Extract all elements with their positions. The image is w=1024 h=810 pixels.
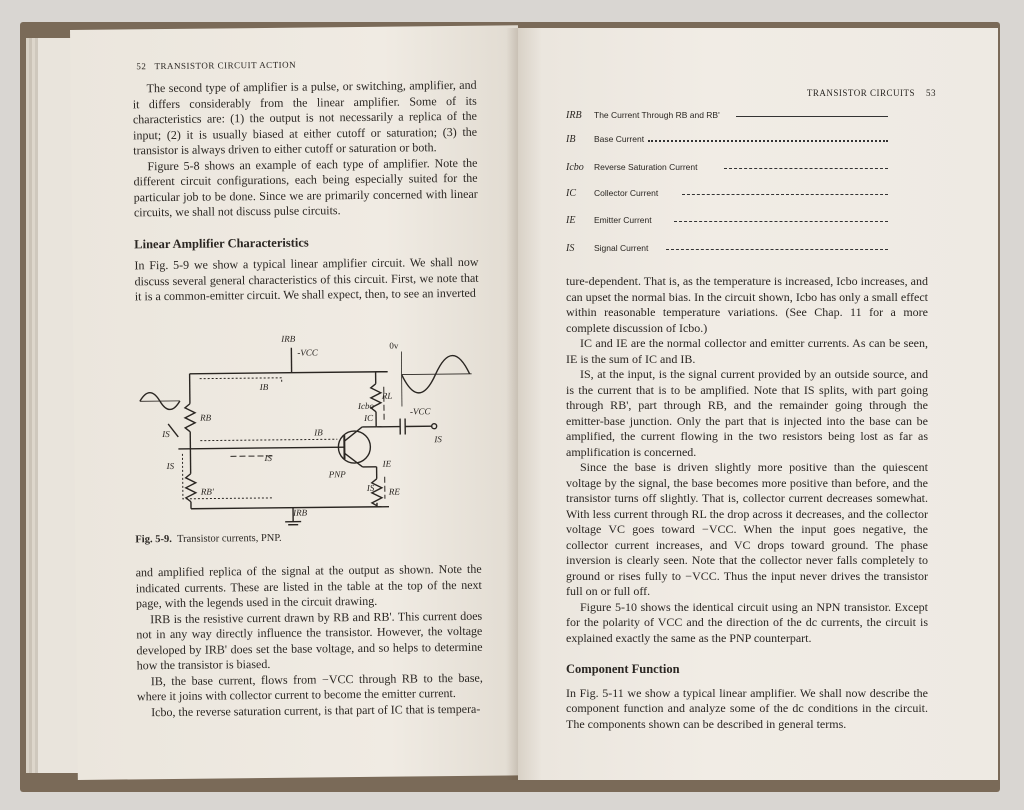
rb-prime-resistor <box>186 474 196 502</box>
legend-label: Reverse Saturation Current <box>594 162 698 172</box>
figure-label: Fig. 5-9. <box>135 533 172 546</box>
legend-symbol: IRB <box>566 110 582 121</box>
label-rb-prime: RB' <box>200 486 214 497</box>
label-icbo: Icbo <box>357 400 375 412</box>
legend-symbol: IB <box>566 134 576 145</box>
figure-caption <box>135 533 281 546</box>
legend-label: Signal Current <box>594 243 649 253</box>
right-heading: Component Function <box>566 662 680 676</box>
right-running-title: TRANSISTOR CIRCUITS <box>806 88 915 98</box>
label-ie: IE <box>382 458 392 469</box>
label-ov: 0v <box>389 340 399 351</box>
right-para-6: In Fig. 5-11 we show a typical linear amplifier. We shall now describe the component function and analyze some of the dc conditions in the circuit. The components shown can be described in general terms. <box>566 685 928 731</box>
left-para-6: IB, the base current, flows from −VCC through RB to the base, where it joins with collector current to become the emitter current. <box>136 670 483 704</box>
base-line <box>178 447 344 449</box>
label-irb-top: IRB <box>281 333 296 344</box>
left-running-title: TRANSISTOR CIRCUIT ACTION <box>154 59 297 72</box>
right-page <box>518 28 998 780</box>
legend-line-dotted <box>648 140 888 142</box>
legend-line-solid <box>736 116 888 117</box>
left-heading: Linear Amplifier Characteristics <box>134 235 309 251</box>
label-rb: RB <box>200 412 212 423</box>
output-terminal <box>432 424 437 429</box>
legend-label: Base Current <box>594 134 645 144</box>
label-vcc-top: -VCC <box>297 347 318 358</box>
left-para-5: IRB is the resistive current drawn by RB and RB'. This current does not in any way directly influence the transistor. However, the voltage developed by IRB' does set the base voltage, and so helps to determine how the transistor is biased. <box>136 608 483 673</box>
figure-caption-text: Transistor currents, PNP. <box>176 532 282 545</box>
top-rail <box>190 372 388 374</box>
right-para-1: ture-dependent. That is, as the temperature is increased, Icbo increases, and can upset the normal bias. In the circuit shown, Icbo has only a small effect within reasonable temperature variations. (See Chap. 11 for a more complete discussion of Icbo.) <box>566 274 928 335</box>
legend-line-dash-dot <box>724 168 888 169</box>
left-text-bottom <box>136 562 484 721</box>
left-para-2: Figure 5-8 shows an example of each type of amplifier. Note the different circuit configurations, each being especially suited for the particular job to be done. Since we are primarily concerned with linear circuits, we shall not discuss pulse circuits. <box>133 155 478 220</box>
left-para-3: In Fig. 5-9 we show a typical linear amplifier circuit. We shall now discuss several general characteristics of this circuit. First, we note that it is a common-emitter circuit. We shall expect, then, to see an inverted <box>134 254 479 304</box>
right-page-number: 53 <box>926 88 936 98</box>
left-page-number: 52 <box>136 61 147 72</box>
circuit-diagram <box>131 326 483 530</box>
label-irb-bottom: IRB <box>293 507 308 518</box>
label-re: RE <box>388 486 400 497</box>
left-page <box>70 25 526 780</box>
legend-symbol: IS <box>566 243 575 254</box>
legend-line-dash-dot-dot <box>682 194 888 195</box>
right-para-4: Since the base is driven slightly more positive than the quiescent voltage by the signal, the base becomes more positive than before, and the transistor turns off slightly. That is, collector current decreases somewhat. With less current through RL the drop across it decreases, and the collector voltage VC goes toward −VCC. When the input goes negative, the collector current increases, and VC drops toward ground. The phase inversion is clearly seen. Note that the collector never falls completely to ground or rises fully to −VCC. Thus the input never drives the transistor full on or full off. <box>566 460 928 598</box>
label-ib-mid: IB <box>314 427 323 438</box>
label-ic: IC <box>364 412 374 423</box>
label-pnp: PNP <box>328 469 346 480</box>
left-para-1: The second type of amplifier is a pulse, or switching, amplifier, and it differs considerably from the linear amplifier. Some of its characteristics are: (1) the output is not necessarily a replica of the input; (2) it is usually biased at either cutoff or saturation; (3) the transistor is always driven to either cutoff or saturation or both. <box>132 77 478 158</box>
label-rl: RL <box>381 390 393 401</box>
left-running-head <box>136 60 296 72</box>
label-ib: IB <box>259 381 269 393</box>
right-text <box>566 274 928 732</box>
current-legend <box>518 28 998 268</box>
legend-symbol: IC <box>566 188 576 199</box>
legend-symbol: Icbo <box>566 162 584 173</box>
left-para-4: and amplified replica of the signal at the output as shown. Note the indicated currents. These are listed in the table at the top of the next page, with the legends used in the circuit drawing. <box>135 561 482 611</box>
label-is-lower: IS <box>166 460 175 472</box>
ib-path <box>200 378 282 384</box>
legend-line-long-dash <box>666 249 888 250</box>
bottom-rail <box>191 507 389 509</box>
rb-resistor <box>185 404 195 432</box>
label-is-rl: IS <box>366 482 375 493</box>
label-is-left: IS <box>162 428 170 440</box>
left-para-7: Icbo, the reverse saturation current, is that part of IC that is tempera- <box>151 701 481 719</box>
legend-label: Emitter Current <box>594 215 652 225</box>
label-vcc-right: -VCC <box>409 406 431 417</box>
legend-label: Collector Current <box>594 188 659 198</box>
left-text-top <box>133 78 479 305</box>
label-is-mid: IS <box>264 452 273 463</box>
legend-label: The Current Through RB and RB' <box>594 110 720 120</box>
right-para-3: IS, at the input, is the signal current provided by an outside source, and is the current that is to be amplified. Note that IS splits, with part going through RB', part through RB, and the remainder going through the emitter-base junction. Only the part that is injected into the base can be amplified, the current flowing in the two resistors being lost as far as amplification is concerned. <box>566 367 928 459</box>
legend-symbol: IE <box>566 215 576 226</box>
right-para-2: IC and IE are the normal collector and emitter currents. As can be seen, IE is the sum of IC and IB. <box>566 336 928 366</box>
legend-line-dash-dot-long <box>674 221 888 222</box>
right-para-5: Figure 5-10 shows the identical circuit using an NPN transistor. Except for the polarity of VCC and the direction of the dc currents, the circuit is explained exactly the same as the PNP counterpart. <box>566 599 928 645</box>
label-is-right: IS <box>434 434 442 445</box>
